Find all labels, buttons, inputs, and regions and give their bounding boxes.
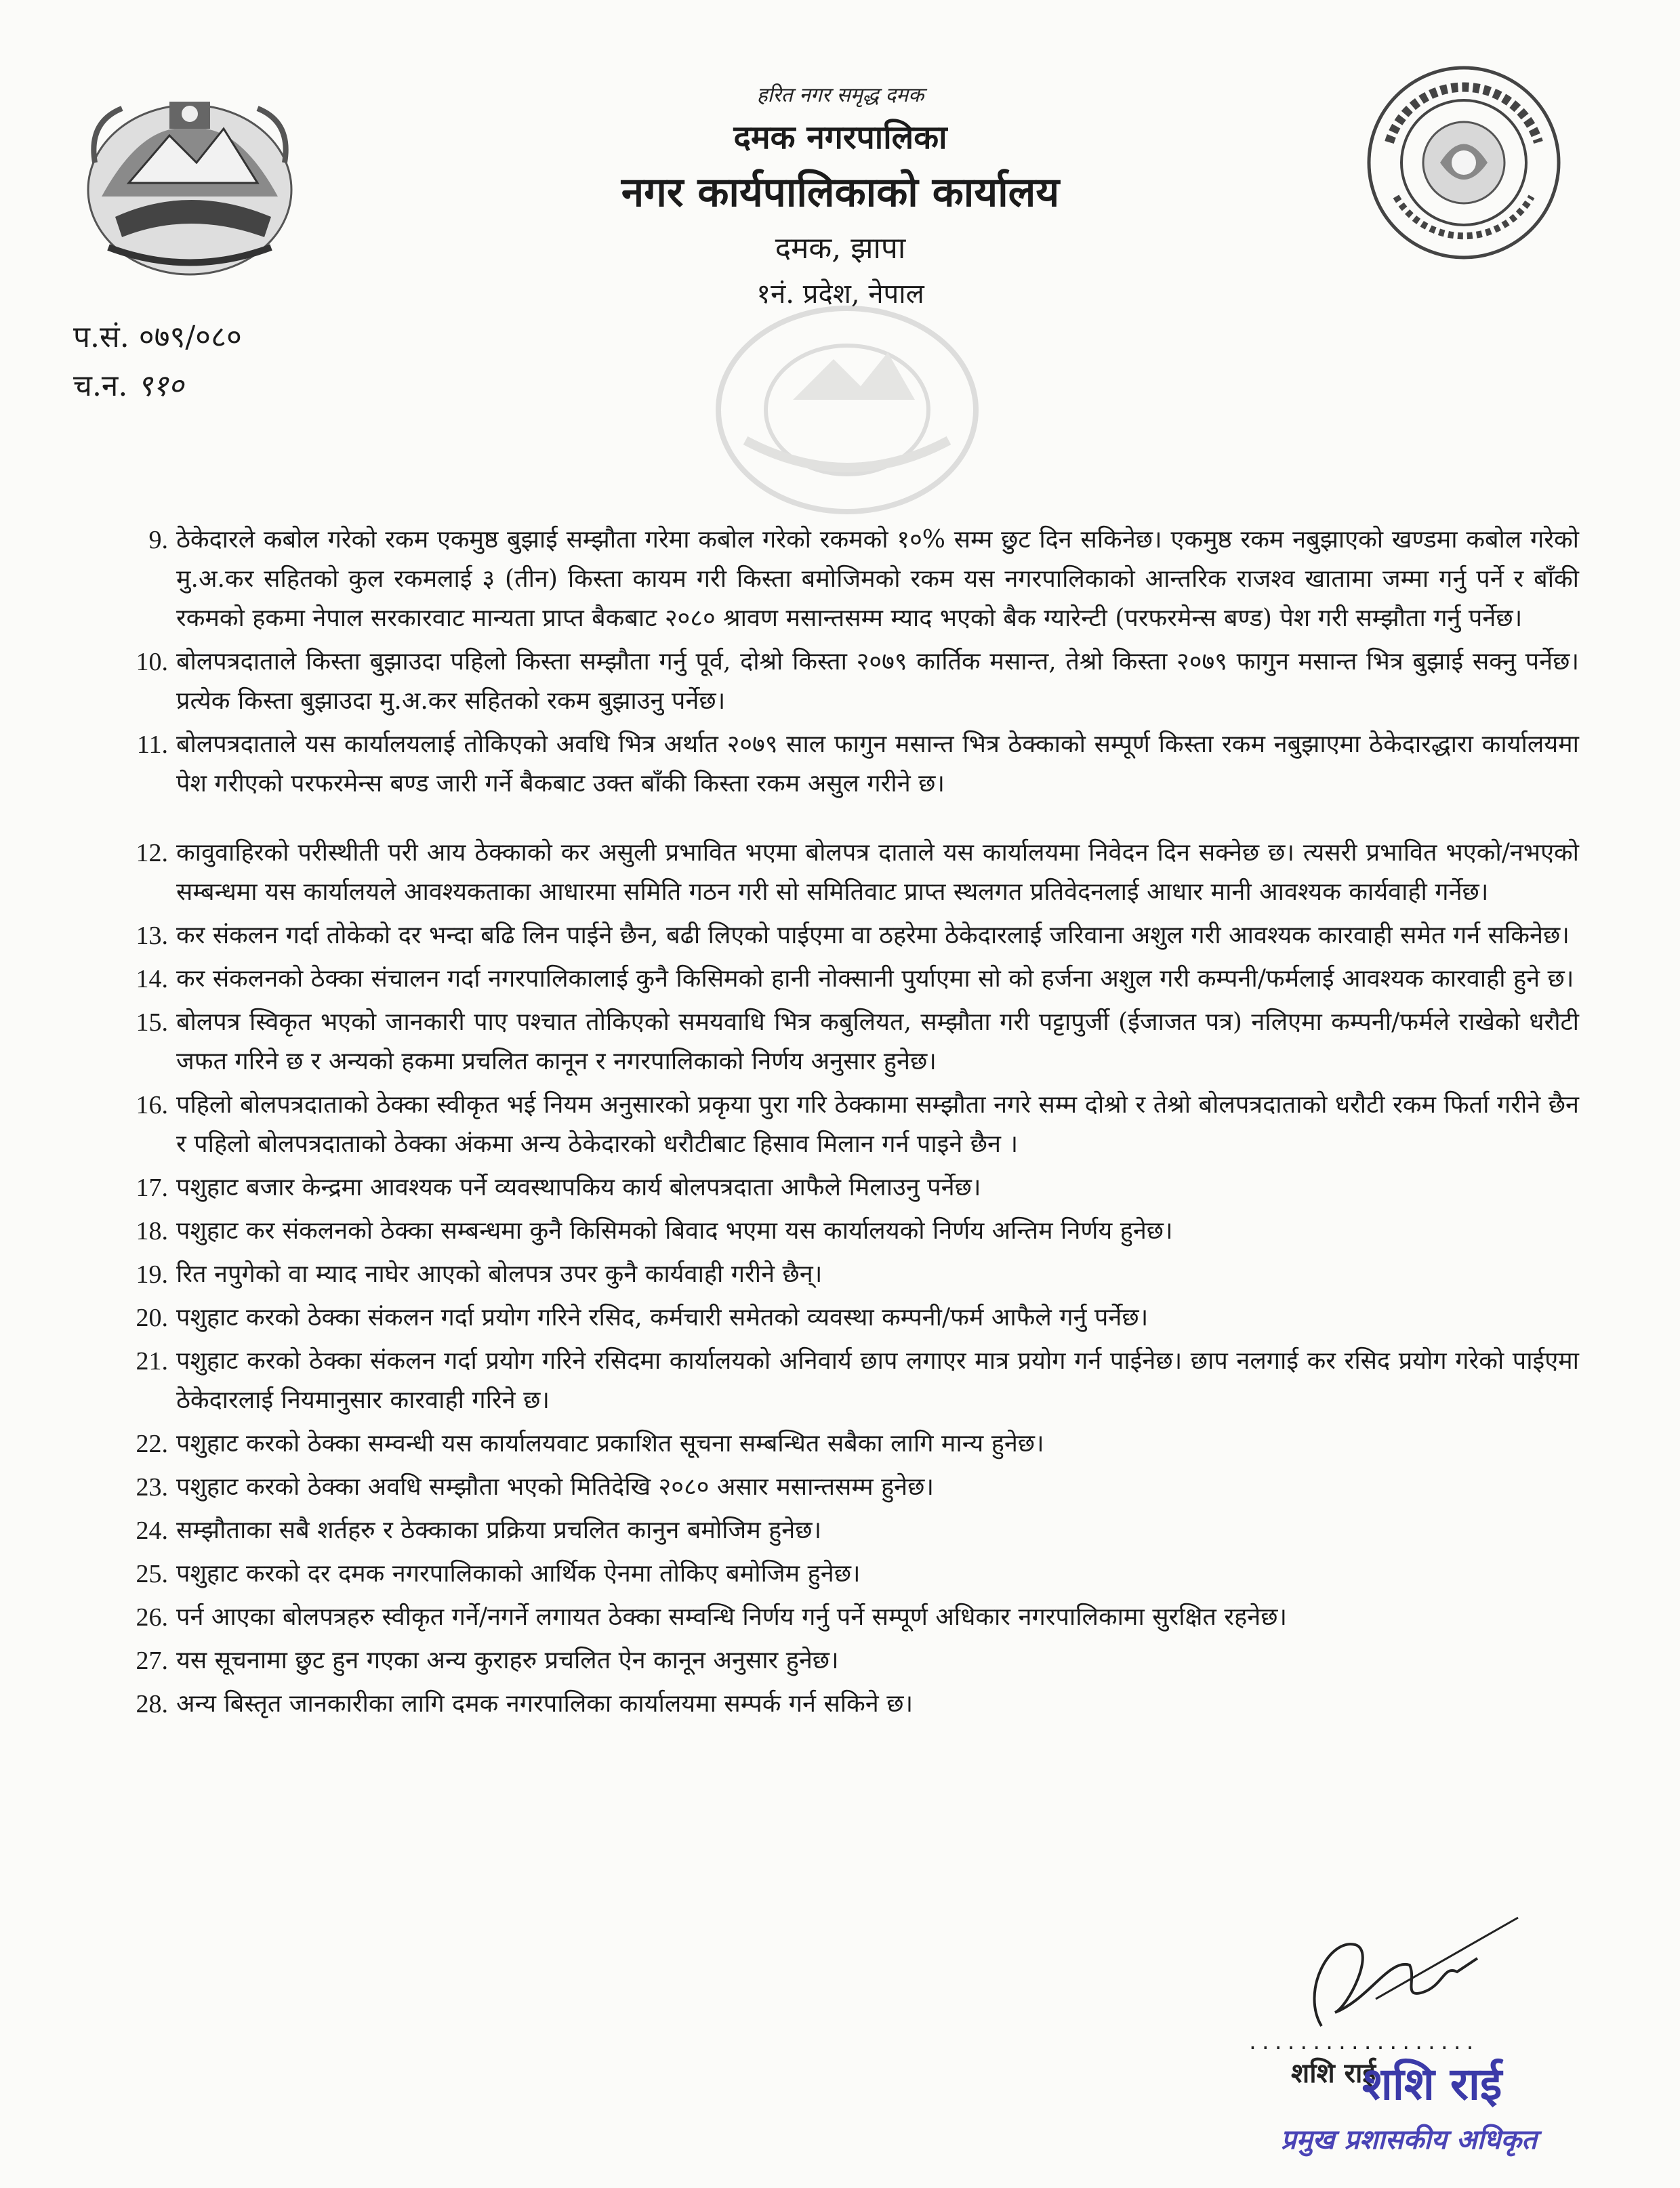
list-item xyxy=(122,1168,1579,1207)
item-number: 23. xyxy=(136,1473,168,1502)
patra-sankhya xyxy=(73,313,242,362)
stamp-title: प्रमुख प्रशासकीय अधिकृत xyxy=(1281,2124,1537,2155)
item-number: 19. xyxy=(136,1260,168,1289)
item-text: सम्झौताका सबै शर्तहरु र ठेक्काका प्रक्रिया प्रचलित कानुन बमोजिम हुनेछ। xyxy=(176,1516,822,1544)
item-number: 26. xyxy=(136,1603,168,1632)
list-item xyxy=(122,1554,1579,1594)
chn-value: ९१० xyxy=(137,369,184,403)
list-item xyxy=(122,725,1579,804)
item-text: यस सूचनामा छुट हुन गएका अन्य कुराहरु प्रचलित ऐन कानून अनुसार हुनेछ। xyxy=(176,1647,839,1674)
item-text: बोलपत्रदाताले यस कार्यालयलाई तोकिएको अवधि भित्र अर्थात २०७९ साल फागुन मसान्त भित्र ठेक्काको सम्पूर्ण किस्ता रकम नबुझाएमा ठेकेदारद्धारा कार्यालयमा पेश गरीएको परफरमेन्स बण्ड जारी गर्ने बैकबाट उक्त बाँकी किस्ता रकम असुल गरीने छ। xyxy=(176,730,1579,798)
item-text: कावुवाहिरको परीस्थीती परी आय ठेक्काको कर असुली प्रभावित भएमा बोलपत्र दाताले यस कार्यालयमा निवेदन दिन सक्नेछ छ। त्यसरी प्रभावित भएको/नभएको सम्बन्धमा यस कार्यालयले आवश्यकताका आधारमा समिति गठन गरी सो समितिवाट प्राप्त स्थलगत प्रतिवेदनलाई आधार मानी आवश्यक कार्यवाही गर्नेछ। xyxy=(176,839,1579,906)
list-item xyxy=(122,1086,1579,1164)
chalani-number xyxy=(73,362,242,411)
city-name: दमक, झापा xyxy=(775,231,906,266)
spacer xyxy=(122,808,1579,833)
item-text: पहिलो बोलपत्रदाताको ठेक्का स्वीकृत भई नियम अनुसारको प्रकृया पुरा गरि ठेक्कामा सम्झौता नगरे सम्म दोश्रो र तेश्रो बोलपत्रदाताको धरौटी रकम फिर्ता गरीने छैन र पहिलो बोलपत्रदाताको ठेक्का अंकमा अन्य ठेकेदारको धरौटीबाट हिसाव मिलान गर्न पाइने छैन । xyxy=(176,1091,1579,1158)
item-text: ठेकेदारले कबोल गरेको रकम एकमुष्ठ बुझाई सम्झौता गरेमा कबोल गरेको रकमको १०% सम्म छुट दिन सकिनेछ। एकमुष्ठ रकम नबुझाएको खण्डमा कबोल गरेको मु.अ.कर सहितको कुल रकमलाई ३ (तीन) किस्ता कायम गरी किस्ता बमोजिमको रकम यस नगरपालिकाको आन्तरिक राजश्व खातामा जम्मा गर्नु पर्ने र बाँकी रकमको हकमा नेपाल सरकारवाट मान्यता प्राप्त बैकबाट २०८० श्रावण मसान्तसम्म म्याद भएको बैक ग्यारेन्टी (परफरमेन्स बण्ड) पेश गरी सम्झौता गर्नु पर्नेछ। xyxy=(176,526,1579,632)
list-item xyxy=(122,916,1579,955)
item-text: पशुहाट करको दर दमक नगरपालिकाको आर्थिक ऐनमा तोकिए बमोजिम हुनेछ। xyxy=(176,1560,861,1588)
item-number: 14. xyxy=(136,965,168,993)
item-text: पशुहाट करको ठेक्का संकलन गर्दा प्रयोग गरिने रसिदमा कार्यालयको अनिवार्य छाप लगाएर मात्र प्रयोग गर्न पाईनेछ। छाप नलगाई कर रसिद प्रयोग गरेको पाईएमा ठेकेदारलाई नियमानुसार कारवाही गरिने छ। xyxy=(176,1347,1579,1414)
item-text: कर संकलनको ठेक्का संचालन गर्दा नगरपालिकालाई कुनै किसिमको हानी नोक्सानी पुर्याएमा सो को हर्जना अशुल गरी कम्पनी/फर्मलाई आवश्यक कारवाही हुने छ। xyxy=(176,965,1574,993)
list-item xyxy=(122,1212,1579,1251)
item-text: रित नपुगेको वा म्याद नाघेर आएको बोलपत्र उपर कुनै कार्यवाही गरीने छैन्। xyxy=(176,1260,823,1288)
tagline: हरित नगर समृद्ध दमक xyxy=(756,83,924,107)
item-text: कर संकलन गर्दा तोकेको दर भन्दा बढि लिन पाईने छैन, बढी लिएको पाईएमा वा ठहरेमा ठेकेदारलाई जरिवाना अशुल गरी आवश्यक कारवाही समेत गर्न सकिनेछ। xyxy=(176,922,1570,949)
list-item xyxy=(122,959,1579,999)
list-item xyxy=(122,1511,1579,1550)
ps-value: ०७९/०८० xyxy=(138,320,242,354)
item-text: बोलपत्रदाताले किस्ता बुझाउदा पहिलो किस्ता सम्झौता गर्नु पूर्व, दोश्रो किस्ता २०७९ कार्तिक मसान्त, तेश्रो किस्ता २०७९ फागुन मसान्त भित्र बुझाई सक्नु पर्नेछ। प्रत्येक किस्ता बुझाउदा मु.अ.कर सहितको रकम बुझाउनु पर्नेछ। xyxy=(176,648,1579,715)
signatory-name: शशि राई xyxy=(1291,2057,1376,2089)
nepal-emblem-icon xyxy=(75,81,305,285)
item-number: 20. xyxy=(136,1304,168,1332)
list-item xyxy=(122,833,1579,912)
list-item xyxy=(122,1003,1579,1081)
item-number: 24. xyxy=(136,1516,168,1545)
item-number: 11. xyxy=(136,730,168,759)
watermark-seal-icon xyxy=(705,298,989,522)
list-item xyxy=(122,1298,1579,1338)
item-number: 13. xyxy=(136,922,168,950)
list-item xyxy=(122,1468,1579,1507)
item-text: पशुहाट करको ठेक्का संकलन गर्दा प्रयोग गरिने रसिद, कर्मचारी समेतको व्यवस्था कम्पनी/फर्म आफैले गर्नु पर्नेछ। xyxy=(176,1304,1149,1332)
item-number: 27. xyxy=(136,1647,168,1675)
list-item xyxy=(122,1255,1579,1294)
signature-line: .................. xyxy=(1247,2031,1477,2054)
list-item xyxy=(122,642,1579,721)
item-number: 28. xyxy=(136,1690,168,1718)
item-text: पर्न आएका बोलपत्रहरु स्वीकृत गर्ने/नगर्ने लगायत ठेक्का सम्वन्धि निर्णय गर्नु पर्ने सम्पूर्ण अधिकार नगरपालिकामा सुरक्षित रहनेछ। xyxy=(176,1603,1288,1631)
item-number: 10. xyxy=(136,648,168,676)
list-item xyxy=(122,1342,1579,1420)
list-item xyxy=(122,1598,1579,1637)
item-number: 22. xyxy=(136,1430,168,1458)
ps-label: प.सं. xyxy=(73,320,129,354)
conditions-list xyxy=(122,520,1579,1728)
list-item xyxy=(122,1641,1579,1680)
item-text: पशुहाट करको ठेक्का अवधि सम्झौता भएको मितिदेखि २०८० असार मसान्तसम्म हुनेछ। xyxy=(176,1473,935,1501)
stamp-name: शशि राई xyxy=(1362,2057,1502,2110)
item-number: 17. xyxy=(136,1174,168,1202)
list-item xyxy=(122,1685,1579,1724)
municipality-name: दमक नगरपालिका xyxy=(733,119,947,157)
item-text: बोलपत्र स्विकृत भएको जानकारी पाए पश्चात तोकिएको समयवाधि भित्र कबुलियत, सम्झौता गरी पट्टापुर्जी (ईजाजत पत्र) नलिएमा कम्पनी/फर्मले राखेको धरौटी जफत गरिने छ र अन्यको हकमा प्रचलित कानून र नगरपालिकाको निर्णय अनुसार हुनेछ। xyxy=(176,1008,1579,1075)
item-number: 12. xyxy=(136,839,168,867)
item-text: पशुहाट करको ठेक्का सम्वन्धी यस कार्यालयवाट प्रकाशित सूचना सम्बन्धित सबैका लागि मान्य हुनेछ। xyxy=(176,1430,1044,1458)
municipality-seal-icon xyxy=(1362,61,1565,264)
item-number: 25. xyxy=(136,1560,168,1588)
item-number: 16. xyxy=(136,1091,168,1119)
list-item xyxy=(122,520,1579,638)
item-number: 18. xyxy=(136,1217,168,1245)
item-text: अन्य बिस्तृत जानकारीका लागि दमक नगरपालिका कार्यालयमा सम्पर्क गर्न सकिने छ। xyxy=(176,1690,914,1718)
list-item xyxy=(122,1424,1579,1464)
chn-label: च.न. xyxy=(73,369,128,403)
item-number: 9. xyxy=(148,526,168,554)
letterhead xyxy=(434,80,1247,311)
reference-block xyxy=(73,313,242,411)
handwritten-signature-icon xyxy=(1274,1897,1559,2053)
office-name: नगर कार्यपालिकाको कार्यालय xyxy=(621,169,1060,216)
item-number: 21. xyxy=(136,1347,168,1376)
item-number: 15. xyxy=(136,1008,168,1037)
item-text: पशुहाट बजार केन्द्रमा आवश्यक पर्ने व्यवस्थापकिय कार्य बोलपत्रदाता आफैले मिलाउनु पर्नेछ। xyxy=(176,1174,981,1201)
province-name: १नं. प्रदेश, नेपाल xyxy=(756,278,924,310)
item-text: पशुहाट कर संकलनको ठेक्का सम्बन्धमा कुनै किसिमको बिवाद भएमा यस कार्यालयको निर्णय अन्तिम निर्णय हुनेछ। xyxy=(176,1217,1173,1245)
